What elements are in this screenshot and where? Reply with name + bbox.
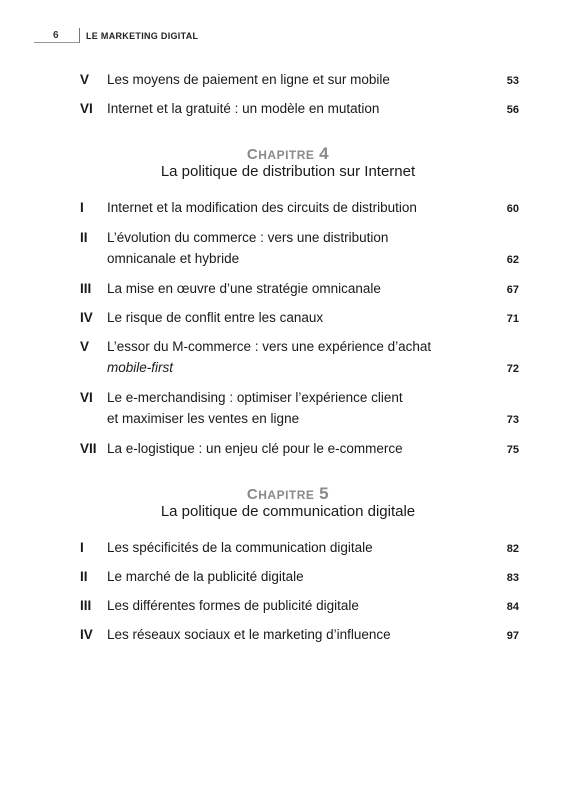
entry-title-line1: L’évolution du commerce : vers une distribution — [107, 230, 389, 245]
entry-number: V — [80, 72, 90, 87]
entry-number: VI — [80, 390, 93, 405]
entry-number: IV — [80, 627, 93, 642]
entry-number: I — [80, 540, 84, 555]
toc-entry — [0, 227, 576, 269]
entry-page: 75 — [506, 444, 519, 456]
entry-number: VII — [80, 441, 97, 456]
header-separator — [79, 28, 80, 43]
entry-title-line2: omnicanale et hybride — [107, 251, 240, 266]
toc-entry — [0, 336, 576, 378]
entry-page: 72 — [506, 363, 519, 375]
entry-title: Internet et la gratuité : un modèle en mutation — [107, 101, 380, 116]
entry-page: 60 — [506, 203, 519, 215]
entry-title: Les différentes formes de publicité digitale — [107, 598, 359, 613]
entry-page: 71 — [506, 313, 519, 325]
entry-number: V — [80, 339, 90, 354]
chapter-number: 5 — [319, 484, 330, 503]
header-rule — [34, 42, 80, 43]
entry-page: 67 — [506, 284, 519, 296]
toc-entry — [0, 387, 576, 429]
entry-page: 53 — [506, 75, 519, 87]
chapter-number: 4 — [319, 144, 330, 163]
entry-page: 56 — [506, 104, 519, 116]
entry-number: II — [80, 569, 88, 584]
running-title: LE MARKETING DIGITAL — [86, 31, 199, 41]
entry-title: Les spécificités de la communication digitale — [107, 540, 373, 555]
entry-number: III — [80, 281, 92, 296]
entry-title: La e-logistique : un enjeu clé pour le e-commerce — [107, 441, 403, 456]
entry-title: Les réseaux sociaux et le marketing d’influence — [107, 627, 391, 642]
entry-page: 84 — [506, 601, 519, 613]
entry-title: Le marché de la publicité digitale — [107, 569, 304, 584]
entry-page: 82 — [506, 543, 519, 555]
entry-title-line1: Le e-merchandising : optimiser l’expérience client — [107, 390, 403, 405]
entry-number: III — [80, 598, 92, 613]
entry-page: 83 — [506, 572, 519, 584]
entry-title: Internet et la modification des circuits de distribution — [107, 200, 417, 215]
entry-number: IV — [80, 310, 93, 325]
chapter-label: CHAPITRE 4 — [246, 144, 330, 163]
chapter-title: La politique de communication digitale — [160, 503, 416, 520]
entry-page: 97 — [506, 630, 519, 642]
entry-number: I — [80, 200, 84, 215]
page-number: 6 — [53, 30, 59, 41]
entry-title: La mise en œuvre d’une stratégie omnicanale — [107, 281, 381, 296]
chapter-title: La politique de distribution sur Internet — [160, 163, 416, 180]
entry-title-line2: mobile-first — [107, 360, 174, 375]
entry-number: VI — [80, 101, 93, 116]
entry-page: 62 — [506, 254, 519, 266]
entry-title-line1: L’essor du M-commerce : vers une expérience d’achat — [107, 339, 432, 354]
chapter-label: CHAPITRE 5 — [246, 484, 330, 503]
entry-number: II — [80, 230, 88, 245]
entry-title: Le risque de conflit entre les canaux — [107, 310, 324, 325]
entry-title-line2: et maximiser les ventes en ligne — [107, 411, 300, 426]
entry-page: 73 — [506, 414, 519, 426]
entry-title: Les moyens de paiement en ligne et sur mobile — [107, 72, 390, 87]
